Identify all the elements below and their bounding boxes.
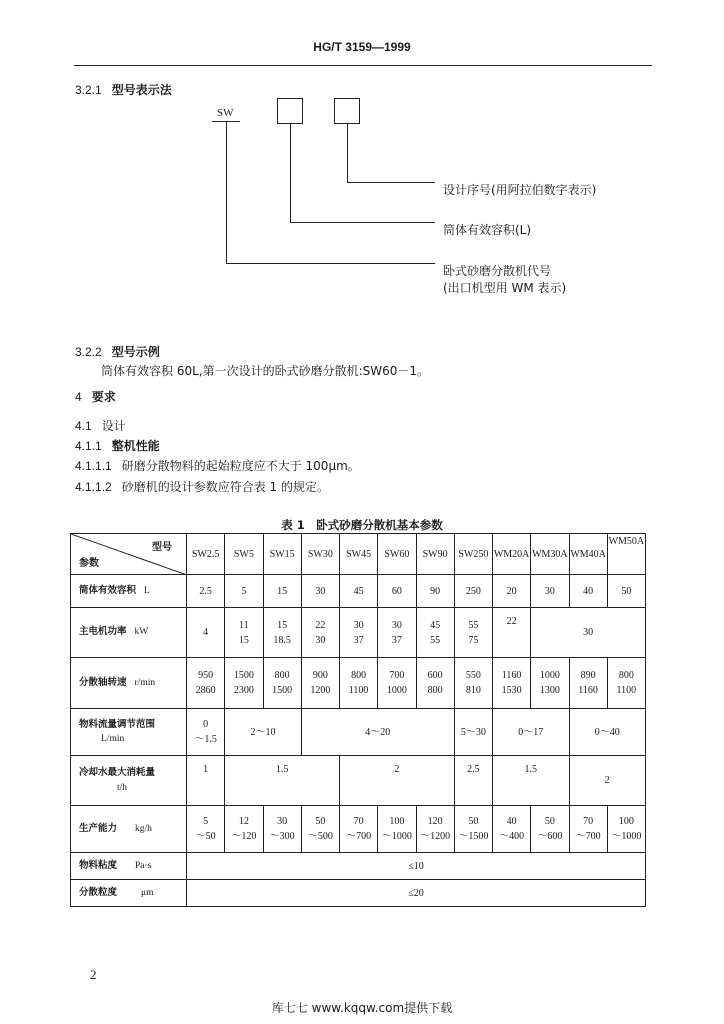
row-label: 筒体有效容积 L bbox=[71, 575, 187, 608]
section-number: 4.1.1.1 bbox=[75, 459, 112, 473]
section-title: 型号示例 bbox=[111, 345, 160, 359]
model-header: SW15 bbox=[263, 534, 301, 575]
row-label: 物料流量调节范围 L/min bbox=[71, 709, 187, 756]
table-cell: 40 bbox=[569, 575, 607, 608]
table-cell: 15 bbox=[263, 575, 301, 608]
footer-watermark: 库七七 www.kqqw.com提供下载 bbox=[271, 1001, 453, 1015]
label-code: 卧式砂磨分散机代号 bbox=[443, 264, 552, 278]
table-caption: 表 1 卧式砂磨分散机基本参数 bbox=[281, 518, 443, 532]
model-header: SW250 bbox=[454, 534, 492, 575]
code-leader-v bbox=[226, 121, 227, 263]
section-4-1 bbox=[75, 417, 126, 434]
model-header: WM20A bbox=[493, 534, 531, 575]
table-cell: 600 800 bbox=[416, 658, 454, 709]
volume-leader-h bbox=[290, 222, 435, 223]
table-cell: 890 1160 bbox=[569, 658, 607, 709]
table-row-power bbox=[71, 608, 646, 658]
table-row-fineness bbox=[71, 880, 646, 907]
table-cell: 4～20 bbox=[301, 709, 454, 756]
table-cell: 1 bbox=[187, 756, 225, 806]
table-cell: 800 1500 bbox=[263, 658, 301, 709]
table-cell: 1160 1530 bbox=[493, 658, 531, 709]
table-cell: 100 ～1000 bbox=[607, 806, 645, 853]
model-prefix: SW bbox=[217, 107, 234, 119]
table-cell: 50 bbox=[607, 575, 645, 608]
sequence-box bbox=[334, 98, 360, 124]
section-4 bbox=[75, 388, 116, 405]
table-cell: 2～10 bbox=[225, 709, 302, 756]
section-text: 砂磨机的设计参数应符合表 1 的规定。 bbox=[121, 480, 329, 494]
table-cell: 950 2860 bbox=[187, 658, 225, 709]
section-4-1-1-2 bbox=[75, 478, 329, 495]
table-cell: 30 37 bbox=[378, 608, 416, 658]
section-4-1-1 bbox=[75, 437, 160, 454]
table-cell: ≤10 bbox=[187, 853, 646, 880]
row-label: 冷却水最大消耗量 t/h bbox=[71, 756, 187, 806]
table-cell: 11 15 bbox=[225, 608, 263, 658]
table-header-row bbox=[71, 534, 646, 575]
model-header: SW2.5 bbox=[187, 534, 225, 575]
label-sequence: 设计序号(用阿拉伯数字表示) bbox=[443, 183, 597, 197]
example-text: 筒体有效容积 60L,第一次设计的卧式砂磨分散机:SW60－1。 bbox=[101, 364, 430, 378]
row-label: 主电机功率 kW bbox=[71, 608, 187, 658]
table-cell: 550 810 bbox=[454, 658, 492, 709]
table-row-cooling bbox=[71, 756, 646, 806]
table-cell: 12 ～120 bbox=[225, 806, 263, 853]
page-number: 2 bbox=[90, 967, 97, 982]
table-row-volume bbox=[71, 575, 646, 608]
table-cell: 22 30 bbox=[301, 608, 339, 658]
label-export-code: (出口机型用 WM 表示) bbox=[443, 281, 567, 295]
table-cell: 40 ～400 bbox=[493, 806, 531, 853]
table-cell: 45 bbox=[340, 575, 378, 608]
table-cell: 700 1000 bbox=[378, 658, 416, 709]
table-cell: 2 bbox=[569, 756, 646, 806]
table-cell: 30 37 bbox=[340, 608, 378, 658]
table-cell: 900 1200 bbox=[301, 658, 339, 709]
table-cell: 15 18.5 bbox=[263, 608, 301, 658]
corner-model-label: 型号 bbox=[152, 542, 172, 553]
table-cell: 0～17 bbox=[493, 709, 570, 756]
section-number: 3.2.2 bbox=[75, 345, 102, 359]
parameters-table bbox=[70, 533, 646, 907]
table-cell: 5～30 bbox=[454, 709, 492, 756]
model-header: SW30 bbox=[301, 534, 339, 575]
table-cell: 20 bbox=[493, 575, 531, 608]
table-cell: 1500 2300 bbox=[225, 658, 263, 709]
table-cell: 2 bbox=[340, 756, 455, 806]
table-cell: 0～40 bbox=[569, 709, 646, 756]
section-number: 4.1.1.2 bbox=[75, 480, 112, 494]
model-header: WM30A bbox=[531, 534, 569, 575]
table-cell: 800 1100 bbox=[340, 658, 378, 709]
section-number: 3.2.1 bbox=[75, 83, 102, 97]
table-cell: 70 ～700 bbox=[569, 806, 607, 853]
section-number: 4.1 bbox=[75, 419, 92, 433]
table-row-viscosity bbox=[71, 853, 646, 880]
row-label: 物料粘度 Pa·s bbox=[71, 853, 187, 880]
document-code: HG/T 3159—1999 bbox=[313, 40, 411, 54]
table-cell: 250 bbox=[454, 575, 492, 608]
model-header: SW90 bbox=[416, 534, 454, 575]
table-cell: 50 ～1500 bbox=[454, 806, 492, 853]
table-cell: 4 bbox=[187, 608, 225, 658]
header-rule bbox=[74, 65, 652, 66]
corner-cell bbox=[71, 534, 187, 575]
sequence-leader-v bbox=[347, 124, 348, 182]
model-header: SW45 bbox=[340, 534, 378, 575]
table-cell: 55 75 bbox=[454, 608, 492, 658]
table-cell: 30 ～300 bbox=[263, 806, 301, 853]
table-row-capacity bbox=[71, 806, 646, 853]
table-cell: 2.5 bbox=[454, 756, 492, 806]
table-cell: 1.5 bbox=[225, 756, 340, 806]
volume-box bbox=[277, 98, 303, 124]
code-leader-h bbox=[226, 263, 435, 264]
table-cell: 30 bbox=[531, 608, 646, 658]
row-label: 生产能力 kg/h bbox=[71, 806, 187, 853]
corner-param-label: 参数 bbox=[79, 558, 99, 569]
table-cell: 100 ～1000 bbox=[378, 806, 416, 853]
section-text: 研磨分散物料的起始粒度应不大于 100μm。 bbox=[121, 459, 360, 473]
table-cell: 90 bbox=[416, 575, 454, 608]
table-cell: 50 ～600 bbox=[531, 806, 569, 853]
section-3-2-1 bbox=[75, 81, 172, 98]
section-4-1-1-1 bbox=[75, 457, 360, 474]
table-cell: 2.5 bbox=[187, 575, 225, 608]
table-cell: 30 bbox=[301, 575, 339, 608]
section-title: 要求 bbox=[91, 390, 116, 404]
table-cell: ≤20 bbox=[187, 880, 646, 907]
row-label: 分散粒度 μm bbox=[71, 880, 187, 907]
model-header: SW60 bbox=[378, 534, 416, 575]
section-number: 4.1.1 bbox=[75, 439, 102, 453]
table-cell: 800 1100 bbox=[607, 658, 645, 709]
section-title: 型号表示法 bbox=[111, 83, 172, 97]
volume-leader-v bbox=[290, 124, 291, 223]
section-title: 整机性能 bbox=[111, 439, 160, 453]
label-volume: 筒体有效容积(L) bbox=[443, 223, 532, 237]
table-cell: 50 ～500 bbox=[301, 806, 339, 853]
table-cell: 30 bbox=[531, 575, 569, 608]
table-cell: 0 ～1.5 bbox=[187, 709, 225, 756]
section-title: 设计 bbox=[101, 419, 126, 433]
model-header: SW5 bbox=[225, 534, 263, 575]
table-cell: 22 bbox=[493, 608, 531, 658]
model-header: WM40A bbox=[569, 534, 607, 575]
sequence-leader-h bbox=[347, 182, 435, 183]
table-cell: 70 ～700 bbox=[340, 806, 378, 853]
section-3-2-2 bbox=[75, 343, 160, 360]
table-cell: 1.5 bbox=[493, 756, 570, 806]
table-cell: 60 bbox=[378, 575, 416, 608]
table-row-flow bbox=[71, 709, 646, 756]
table-cell: 45 55 bbox=[416, 608, 454, 658]
table-cell: 5 bbox=[225, 575, 263, 608]
section-number: 4 bbox=[75, 390, 82, 404]
table-cell: 120 ～1200 bbox=[416, 806, 454, 853]
row-label: 分散轴转速 r/min bbox=[71, 658, 187, 709]
table-cell: 5 ～50 bbox=[187, 806, 225, 853]
table-cell: 1000 1300 bbox=[531, 658, 569, 709]
table-row-speed bbox=[71, 658, 646, 709]
model-header: WM50A bbox=[607, 534, 645, 575]
